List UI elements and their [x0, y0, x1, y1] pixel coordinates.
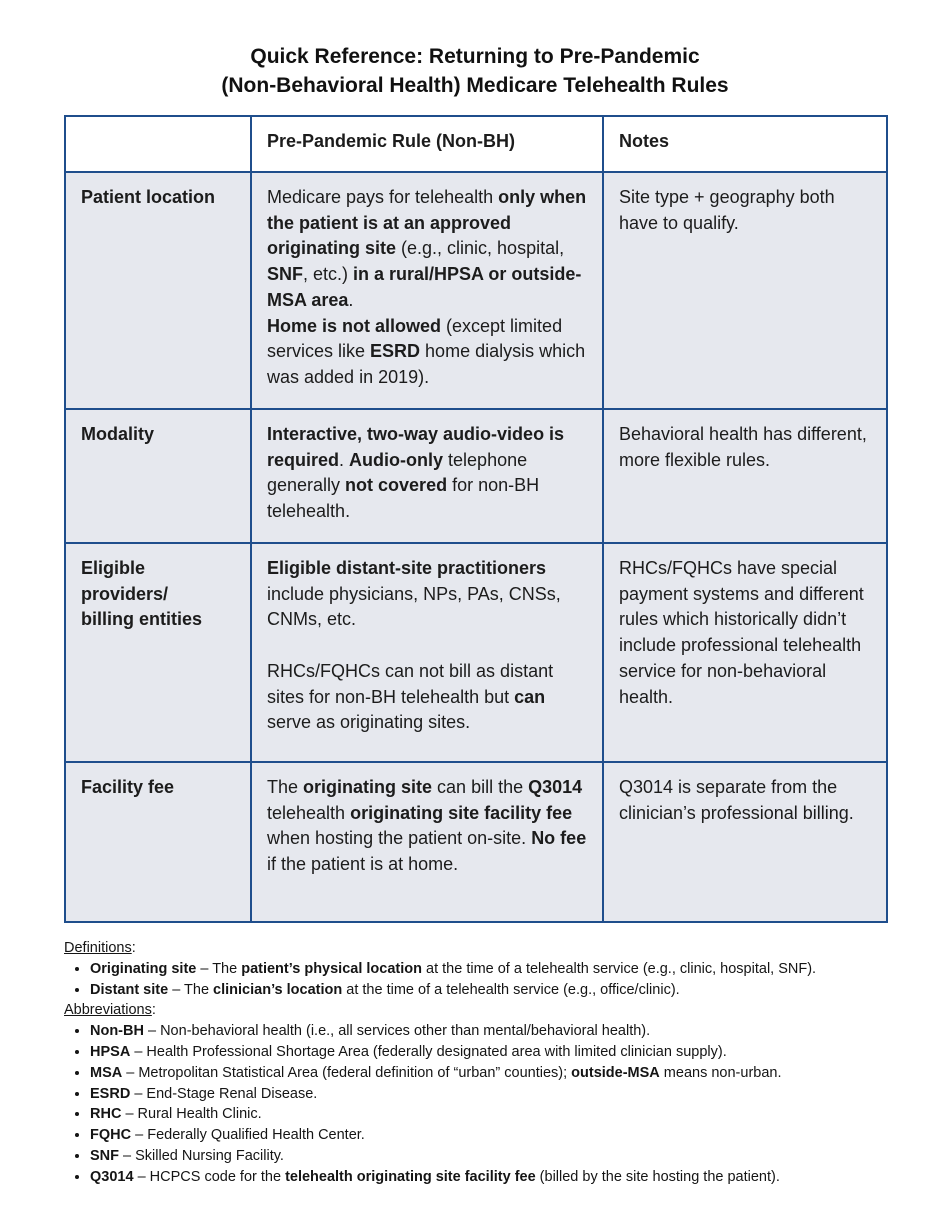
text-run: – The [196, 960, 242, 977]
title-line-1: Quick Reference: Returning to Pre-Pandemic [250, 45, 700, 68]
text-run: if the patient is at home. [267, 854, 459, 875]
rule-cell [251, 543, 603, 762]
table-row [65, 172, 887, 409]
bold-text: Distant site [90, 981, 169, 998]
text-run: – Rural Health Clinic. [121, 1106, 262, 1123]
row-label: Eligible providers/ billing entities [65, 543, 251, 762]
text-run: – Health Professional Shortage Area (federally designated area with limited clinician supply). [130, 1043, 727, 1060]
notes-cell: Q3014 is separate from the clinician’s professional billing. [603, 762, 887, 922]
text-run: telehealth [267, 802, 351, 823]
title-line-2: (Non-Behavioral Health) Medicare Telehealth Rules [221, 74, 729, 97]
bold-text: originating site [303, 777, 433, 797]
bold-text: Audio-only [349, 449, 444, 470]
table-header-row [65, 116, 887, 172]
header-empty-cell [65, 116, 251, 172]
bold-text: No fee [531, 828, 587, 849]
definitions-label: Definitions [64, 940, 132, 956]
bold-text: ESRD [370, 341, 421, 362]
definitions-heading: Definitions: [64, 940, 136, 956]
text-run: – Federally Qualified Health Center. [131, 1127, 365, 1144]
bold-text: can [514, 686, 546, 707]
text-run: telephone generally [267, 449, 528, 496]
rule-cell [251, 762, 603, 922]
abbreviation-item [90, 1063, 894, 1084]
abbreviation-item [90, 1104, 894, 1125]
definition-item [90, 980, 894, 1001]
header-rule: Pre-Pandemic Rule (Non-BH) [251, 116, 603, 172]
text-run: include physicians, NPs, PAs, CNSs, CNMs, etc. [267, 583, 561, 630]
text-run: (billed by the site hosting the patient). [535, 1168, 780, 1185]
notes-cell: Behavioral health has different, more flexible rules. [603, 409, 887, 543]
abbreviation-item [90, 1021, 894, 1042]
text-run: at the time of a telehealth service (e.g., clinic, hospital, SNF). [421, 960, 817, 977]
rule-cell [251, 172, 603, 409]
text-run: – Skilled Nursing Facility. [119, 1147, 284, 1164]
rules-table [64, 115, 888, 923]
text-run: The [267, 777, 304, 797]
definition-item [90, 959, 894, 980]
bold-text: FQHC [90, 1127, 132, 1144]
notes-cell: Site type + geography both have to qualify. [603, 172, 887, 409]
text-run: can bill the [432, 777, 529, 797]
notes-cell: RHCs/FQHCs have special payment systems and different rules which historically didn’t include professional telehealth service for non-behavioral health. [603, 543, 887, 762]
text-run: serve as originating sites. [267, 712, 471, 733]
text-run: means non-urban. [659, 1064, 782, 1081]
bold-text: Eligible distant-site practitioners [267, 558, 547, 578]
abbreviation-item [90, 1084, 894, 1105]
abbreviations-label: Abbreviations [64, 1002, 152, 1019]
text-run: – HCPCS code for the [133, 1168, 286, 1185]
text-run: home dialysis which was added in 2019). [267, 341, 586, 387]
bold-text: only when the patient is at an approved originating site [267, 187, 587, 259]
rule-cell [251, 409, 603, 543]
text-run: , etc.) [303, 264, 354, 285]
text-run: . [348, 289, 354, 310]
text-run: RHCs/FQHCs can not bill as distant sites for non-BH telehealth but [267, 660, 554, 707]
text-run: at the time of a telehealth service (e.g., office/clinic). [342, 981, 680, 998]
bold-text: Q3014 [528, 777, 583, 797]
bold-text: Non-BH [90, 1023, 144, 1040]
bold-text: RHC [90, 1106, 122, 1123]
text-run: (except limited services like [267, 315, 563, 362]
text-run: – Metropolitan Statistical Area (federal definition of “urban” counties); [122, 1064, 572, 1081]
definitions-list [64, 959, 894, 1001]
bold-text: outside-MSA [571, 1064, 660, 1081]
table-row [65, 762, 887, 922]
page-title [0, 42, 950, 100]
row-label: Modality [65, 409, 251, 543]
bold-text: originating site facility fee [350, 802, 573, 823]
text-run: when hosting the patient on-site. [267, 828, 532, 849]
text-run: – End-Stage Renal Disease. [130, 1085, 318, 1102]
text-run: Medicare pays for telehealth [267, 187, 499, 207]
bold-text: in a rural/HPSA or outside-MSA area [267, 264, 582, 310]
bold-text: Originating site [90, 960, 197, 977]
abbreviations-heading: Abbreviations: [64, 1002, 156, 1019]
bold-text: SNF [90, 1147, 119, 1164]
text-run: for non-BH telehealth. [267, 475, 540, 522]
bold-text: not covered [345, 475, 448, 496]
header-notes: Notes [603, 116, 887, 172]
abbreviation-item [90, 1167, 894, 1188]
bold-text: ESRD [90, 1085, 131, 1102]
bold-text: MSA [90, 1064, 123, 1081]
bold-text: patient’s physical location [241, 960, 422, 977]
footnotes [64, 938, 894, 1188]
bold-text: HPSA [90, 1043, 131, 1060]
abbreviations-list [64, 1021, 894, 1187]
table-row [65, 543, 887, 762]
text-run: . [339, 449, 350, 470]
bold-text: Interactive, two-way audio-video is required [267, 424, 565, 470]
bold-text: Home is not allowed [267, 315, 442, 336]
row-label: Facility fee [65, 762, 251, 922]
text-run: (e.g., clinic, hospital, [396, 238, 565, 259]
bold-text: clinician’s location [213, 981, 343, 998]
bold-text: Q3014 [90, 1168, 134, 1185]
bold-text: telehealth originating site facility fee [285, 1168, 536, 1185]
abbreviation-item [90, 1125, 894, 1146]
text-run: – Non-behavioral health (i.e., all services other than mental/behavioral health). [143, 1023, 651, 1040]
text-run: – The [168, 981, 214, 998]
bold-text: SNF [267, 264, 303, 285]
table-row [65, 409, 887, 543]
abbreviation-item [90, 1146, 894, 1167]
abbreviation-item [90, 1042, 894, 1063]
row-label: Patient location [65, 172, 251, 409]
